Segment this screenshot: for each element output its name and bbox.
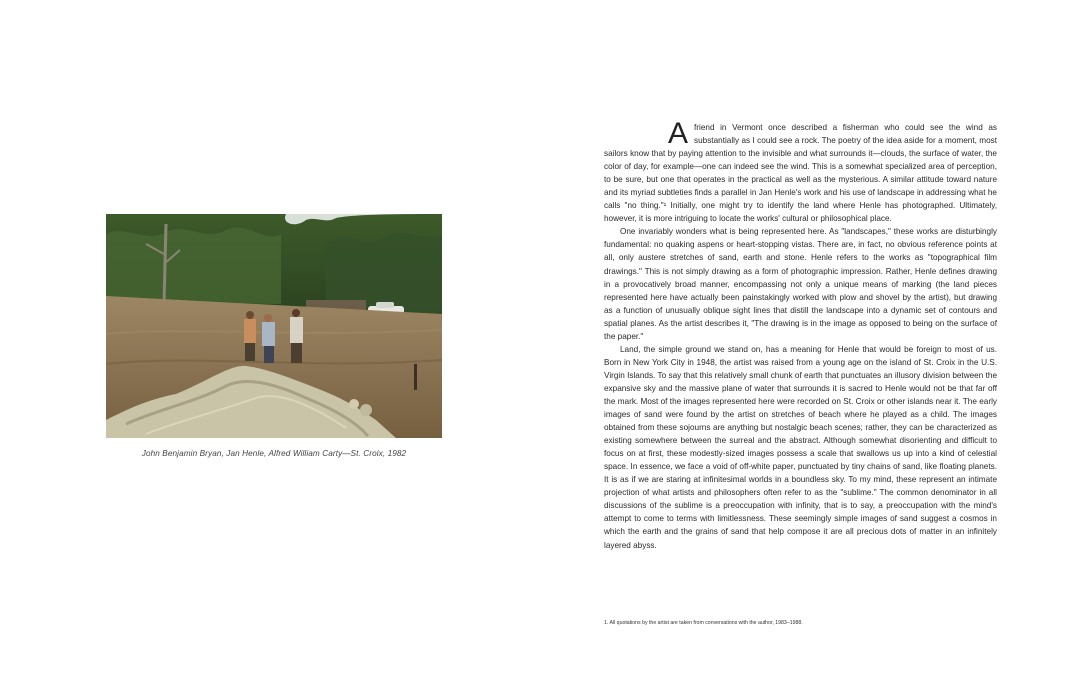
photograph [106,214,442,438]
footnote: 1. All quotations by the artist are taken from conversations with the author, 1983–1988. [604,620,803,626]
photo-caption: John Benjamin Bryan, Jan Henle, Alfred William Carty—St. Croix, 1982 [141,449,407,458]
essay-paragraph-3: Land, the simple ground we stand on, has a meaning for Henle that would be foreign to most of us. Born in New York City in 1948, the artist was raised from a young age on the island of St. Croix in the U.S. Virgin Islands. To say that this relatively small chunk of earth that punctuates an illusory division between the expansive sky and the massive plane of water that surrounds it is sacred to Henle would not be that far off the mark. Most of the images represented here were recorded on St. Croix or other islands near it. The early images of sand were found by the artist on stretches of beach where he played as a child. The images obtained from these sojourns are anything but nostalgic beach scenes; rather, they can be characterized as existing somewhere between the surreal and the abstract. Although somewhat disorienting and difficult to focus on at first, these modestly-sized images possess a scale that swallows us up into a kind of celestial space. In essence, we face a void of off-white paper, punctuated by tiny chains of sand, like floating planets. It is as if we are staring at infinitesimal worlds in a boundless sky. To my mind, these represent an intimate projection of what artists and philosophers often refer to as the "sublime." The common denominator in all discussions of the sublime is a preoccupation with infinity, that is to say, a preoccupation with the mind's attempt to come to terms with limitlessness. These seemingly simple images of sand suggest a cosmos in which the earth and the grains of sand that help compose it are all precious dots of matter in an infinitely layered abyss. [604,344,997,550]
photo-image [106,214,442,438]
essay-paragraph-1 [604,117,997,225]
drop-cap: A [668,117,689,150]
essay-paragraph-2: One invariably wonders what is being represented here. As "landscapes," these works are disturbingly fundamental: no quaking aspens or heart-stopping vistas. There are, in fact, no obvious reference points at all, only austere stretches of sand, earth and stone. Henle refers to the works as "topographical film drawings." This is not simply drawing as a form of photographic impression. Rather, Henle defines drawing in a provocatively broad manner, encompassing not only a unique means of marking (the land pieces represented here have actually been painstakingly worked with plow and shovel by the artist), but drawing as a function of unusually oblique sight lines that distill the landscape into a dynamic set of contours and spatial planes. As the artist describes it, "The drawing is in the image as opposed to being on the surface of the paper." [604,227,997,341]
essay-body [604,117,997,552]
paragraph-text: friend in Vermont once described a fisherman who could see the wind as substantially as I could see a rock. The poetry of the idea aside for a moment, most sailors know that by paying attention to the invisible and what surrounds it—clouds, the surface of water, the color of day, for example—one can indeed see the wind. This is a somewhat specialized area of perception, to be sure, but one that operates in the practical as well as the mysterious. A similar attitude toward nature and its myriad subtleties finds a parallel in Jan Henle's work and his use of landscape in addressing what he calls "no thing."¹ Initially, one might try to identify the land where Henle has photographed. Ultimately, however, it is more intriguing to locate the works' cultural or philosophical place. [604,123,997,224]
